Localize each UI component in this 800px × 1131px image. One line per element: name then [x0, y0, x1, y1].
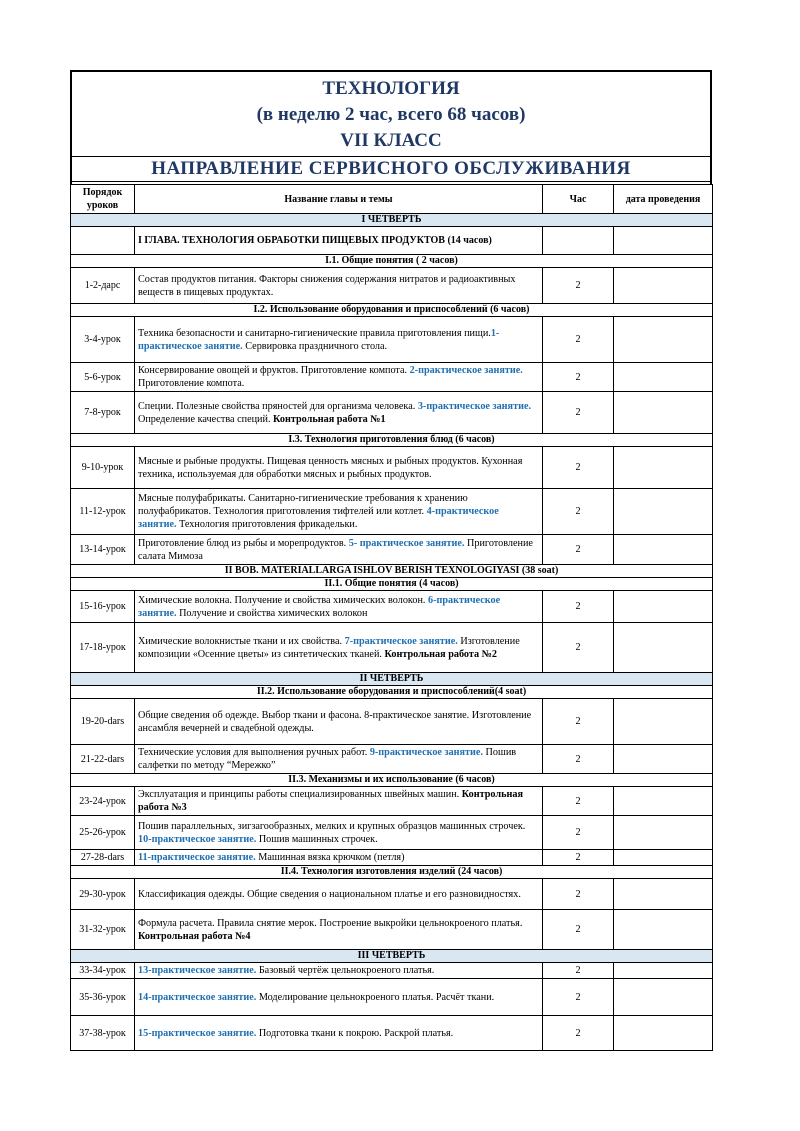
topic-text: Приготовление компота.	[138, 378, 245, 389]
table-header-row	[71, 185, 713, 214]
table-row	[71, 816, 713, 850]
lesson-topic	[135, 535, 543, 565]
section-row	[71, 774, 713, 787]
section-row	[71, 686, 713, 699]
practical-label: 10-практическое занятие.	[138, 833, 257, 845]
quarter-label: III ЧЕТВЕРТЬ	[71, 950, 713, 963]
lesson-hours: 2	[543, 963, 614, 979]
table-row	[71, 850, 713, 866]
lesson-date-cell[interactable]	[614, 879, 713, 910]
section-label: I.3. Технология приготовления блюд (6 часов)	[71, 434, 713, 447]
section-label: I.2. Использование оборудования и приспособлений (6 часов)	[71, 304, 713, 317]
lesson-number: 37-38-урок	[71, 1016, 135, 1051]
control-work-label: Контрольная работа №2	[384, 648, 497, 660]
section-label: II.4. Технология изготовления изделий (24 часов)	[71, 866, 713, 879]
lesson-date-cell[interactable]	[614, 447, 713, 489]
lesson-hours: 2	[543, 268, 614, 304]
section-row	[71, 866, 713, 879]
lesson-number: 17-18-урок	[71, 623, 135, 673]
topic-text: Базовый чертёж цельнокроеного платья.	[256, 965, 435, 976]
section-row	[71, 434, 713, 447]
topic-text: Состав продуктов питания. Факторы снижения содержания нитратов и радиоактивных веществ в пищевых продуктах.	[138, 273, 516, 298]
control-work-label: Контрольная работа №3	[138, 789, 523, 813]
lesson-hours: 2	[543, 850, 614, 866]
quarter-row	[71, 214, 713, 227]
lesson-topic	[135, 745, 543, 774]
section-label: II BOB. MATERIALLARGA ISHLOV BERISH TEXNOLOGIYASI (38 soat)	[71, 565, 713, 578]
topic-text: Химические волокна. Получение и свойства химических волокон.	[138, 594, 428, 606]
lesson-hours: 2	[543, 816, 614, 850]
lesson-number: 25-26-урок	[71, 816, 135, 850]
topic-text: Определение качества специй.	[138, 413, 274, 425]
lesson-number: 35-36-урок	[71, 979, 135, 1016]
topic-text: Пошив параллельных, зигзагообразных, мелких и крупных образцов машинных строчек.	[138, 820, 526, 832]
section-label: II.3. Механизмы и их использование (6 часов)	[71, 774, 713, 787]
lesson-number: 21-22-dars	[71, 745, 135, 774]
curriculum-table	[70, 184, 713, 1051]
lesson-hours: 2	[543, 1016, 614, 1051]
lesson-topic	[135, 979, 543, 1016]
lesson-date-cell[interactable]	[614, 979, 713, 1016]
lesson-hours: 2	[543, 489, 614, 535]
practical-label: 4-практическое занятие.	[138, 506, 499, 530]
lesson-topic	[135, 816, 543, 850]
lesson-number: 9-10-урок	[71, 447, 135, 489]
lesson-hours: 2	[543, 591, 614, 623]
practical-label: 15-практическое занятие.	[138, 1027, 257, 1039]
table-row	[71, 745, 713, 774]
lesson-hours	[543, 227, 614, 255]
table-row	[71, 910, 713, 950]
lesson-number: 15-16-урок	[71, 591, 135, 623]
chapter-row	[71, 227, 713, 255]
topic-text: Подготовка ткани к покрою. Раскрой платья.	[256, 1027, 454, 1039]
chapter-title	[135, 227, 543, 255]
lesson-number	[71, 227, 135, 255]
lesson-date-cell[interactable]	[614, 623, 713, 673]
lesson-topic	[135, 363, 543, 392]
table-row	[71, 1016, 713, 1051]
lesson-number: 5-6-урок	[71, 363, 135, 392]
table-row	[71, 623, 713, 673]
lesson-date-cell[interactable]	[614, 745, 713, 774]
lesson-date-cell[interactable]	[614, 787, 713, 816]
topic-text: Мясные и рыбные продукты. Пищевая ценность мясных и рыбных продуктов. Кухонная техника, используемая для обработки мясных и рыбных продуктов.	[138, 455, 523, 480]
lesson-hours: 2	[543, 979, 614, 1016]
section-label: II.2. Использование оборудования и приспособлений(4 soat)	[71, 686, 713, 699]
topic-text: Моделирование цельнокроеного платья. Расчёт ткани.	[256, 991, 495, 1003]
section-label: II.1. Общие понятия (4 часов)	[71, 578, 713, 591]
practical-label: 1-практическое занятие.	[138, 327, 500, 352]
lesson-number: 13-14-урок	[71, 535, 135, 565]
topic-text: Изготовление композиции «Осенние цветы» из синтетических тканей.	[138, 635, 520, 660]
section-row	[71, 304, 713, 317]
lesson-topic	[135, 699, 543, 745]
table-body	[71, 214, 713, 1051]
lesson-hours: 2	[543, 447, 614, 489]
topic-text: Химические волокнистые ткани и их свойства.	[138, 635, 345, 647]
lesson-number: 31-32-урок	[71, 910, 135, 950]
topic-text: Сервировка праздничного стола.	[242, 340, 388, 352]
table-row	[71, 363, 713, 392]
table-row	[71, 787, 713, 816]
topic-text: Классификация одежды. Общие сведения о национальном платье и его разновидностях.	[138, 888, 521, 900]
lesson-date-cell[interactable]	[614, 910, 713, 950]
lesson-topic	[135, 591, 543, 623]
lesson-topic	[135, 963, 543, 979]
lesson-date-cell[interactable]	[614, 699, 713, 745]
practical-label: 13-практическое занятие.	[138, 965, 257, 976]
lesson-hours: 2	[543, 787, 614, 816]
subject-title: ТЕХНОЛОГИЯ	[322, 78, 460, 99]
topic-text: I ГЛАВА. ТЕХНОЛОГИЯ ОБРАБОТКИ ПИЩЕВЫХ ПРОДУКТОВ (14 часов)	[138, 235, 492, 246]
topic-text: Мясные полуфабрикаты. Санитарно-гигиенические требования к хранению полуфабрикатов. Технология приготовления тифтелей или котлет.	[138, 493, 468, 517]
practical-label: 14-практическое занятие.	[138, 991, 257, 1003]
table-row	[71, 699, 713, 745]
practical-label: 5- практическое занятие.	[348, 537, 465, 549]
lesson-date-cell[interactable]	[614, 268, 713, 304]
quarter-label: I ЧЕТВЕРТЬ	[71, 214, 713, 227]
class-title: VII КЛАСС	[340, 130, 442, 151]
quarter-label: II ЧЕТВЕРТЬ	[71, 673, 713, 686]
lesson-topic	[135, 850, 543, 866]
section-row	[71, 255, 713, 268]
table-row	[71, 979, 713, 1016]
table-row	[71, 317, 713, 363]
practical-label: 7-практическое занятие.	[344, 635, 458, 647]
lesson-hours: 2	[543, 535, 614, 565]
lesson-hours: 2	[543, 317, 614, 363]
lesson-hours: 2	[543, 699, 614, 745]
section-row	[71, 565, 713, 578]
lesson-number: 3-4-урок	[71, 317, 135, 363]
lesson-number: 29-30-урок	[71, 879, 135, 910]
table-row	[71, 591, 713, 623]
lesson-date-cell[interactable]	[614, 392, 713, 434]
lesson-topic	[135, 317, 543, 363]
table-row	[71, 963, 713, 979]
lesson-number: 1-2-дарс	[71, 268, 135, 304]
table-row	[71, 535, 713, 565]
lesson-date-cell[interactable]	[614, 850, 713, 866]
lesson-date-cell[interactable]	[614, 963, 713, 979]
lesson-date-cell[interactable]	[614, 591, 713, 623]
section-row	[71, 578, 713, 591]
lesson-hours: 2	[543, 910, 614, 950]
lesson-hours: 2	[543, 623, 614, 673]
lesson-number: 7-8-урок	[71, 392, 135, 434]
lesson-date-cell[interactable]	[614, 363, 713, 392]
lesson-date-cell[interactable]	[614, 227, 713, 255]
topic-text: Приготовление салата Мимоза	[138, 537, 533, 562]
topic-text: Консервирование овощей и фруктов. Приготовление компота.	[138, 365, 410, 376]
practical-label: 3-практическое занятие.	[417, 400, 532, 412]
lesson-number: 23-24-урок	[71, 787, 135, 816]
header-hours: Час	[543, 185, 614, 214]
hours-subtitle: (в неделю 2 час, всего 68 часов)	[256, 104, 526, 125]
lesson-number: 11-12-урок	[71, 489, 135, 535]
control-work-label: Контрольная работа №1	[273, 413, 386, 425]
lesson-number: 33-34-урок	[71, 963, 135, 979]
document-page	[70, 70, 712, 1051]
table-row	[71, 392, 713, 434]
lesson-number: 27-28-dars	[71, 850, 135, 866]
lesson-hours: 2	[543, 879, 614, 910]
lesson-topic	[135, 447, 543, 489]
lesson-topic	[135, 268, 543, 304]
table-row	[71, 447, 713, 489]
title-block	[70, 70, 712, 184]
topic-text: Получение и свойства химических волокон	[176, 607, 368, 619]
lesson-topic	[135, 879, 543, 910]
practical-label: 11-практическое занятие.	[138, 852, 256, 863]
lesson-topic	[135, 787, 543, 816]
topic-text: Приготовление блюд из рыбы и морепродуктов.	[138, 537, 349, 549]
quarter-row	[71, 673, 713, 686]
lesson-hours: 2	[543, 745, 614, 774]
header-order: Порядок уроков	[71, 185, 135, 214]
lesson-date-cell[interactable]	[614, 317, 713, 363]
lesson-number: 19-20-dars	[71, 699, 135, 745]
topic-text: Технические условия для выполнения ручных работ.	[138, 747, 370, 758]
topic-text: Формула расчета. Правила снятие мерок. Построение выкройки цельнокроеного платья.	[138, 917, 523, 929]
topic-text: Техника безопасности и санитарно-гигиенические правила приготовления пищи.	[138, 327, 491, 339]
lesson-date-cell[interactable]	[614, 816, 713, 850]
quarter-row	[71, 950, 713, 963]
practical-label: 9-практическое занятие.	[369, 747, 483, 758]
table-row	[71, 489, 713, 535]
lesson-date-cell[interactable]	[614, 489, 713, 535]
topic-text: Эксплуатация и принципы работы специализированных швейных машин.	[138, 789, 462, 800]
lesson-topic	[135, 910, 543, 950]
practical-label: 6-практическое занятие.	[138, 594, 501, 619]
topic-text: Технология приготовления фрикадельки.	[176, 519, 358, 530]
header-date: дата проведения	[614, 185, 713, 214]
lesson-hours: 2	[543, 363, 614, 392]
table-row	[71, 879, 713, 910]
lesson-topic	[135, 623, 543, 673]
lesson-date-cell[interactable]	[614, 1016, 713, 1051]
section-label: I.1. Общие понятия ( 2 часов)	[71, 255, 713, 268]
control-work-label: Контрольная работа №4	[138, 930, 251, 942]
topic-text: Машинная вязка крючком (петля)	[255, 852, 405, 863]
topic-text: Пошив машинных строчек.	[256, 833, 378, 845]
direction-title: НАПРАВЛЕНИЕ СЕРВИСНОГО ОБСЛУЖИВАНИЯ	[72, 156, 710, 182]
table-row	[71, 268, 713, 304]
topic-text: Общие сведения об одежде. Выбор ткани и фасона. 8-практическое занятие. Изготовление ансамбля вечерней и свадебной одежды.	[138, 709, 532, 734]
lesson-topic	[135, 392, 543, 434]
topic-text: Пошив салфетки по методу “Мережко”	[138, 747, 517, 771]
lesson-topic	[135, 1016, 543, 1051]
lesson-topic	[135, 489, 543, 535]
lesson-hours: 2	[543, 392, 614, 434]
topic-text: Специи. Полезные свойства пряностей для организма человека.	[138, 400, 418, 412]
header-name: Название главы и темы	[135, 185, 543, 214]
practical-label: 2-практическое занятие.	[409, 365, 523, 376]
lesson-date-cell[interactable]	[614, 535, 713, 565]
